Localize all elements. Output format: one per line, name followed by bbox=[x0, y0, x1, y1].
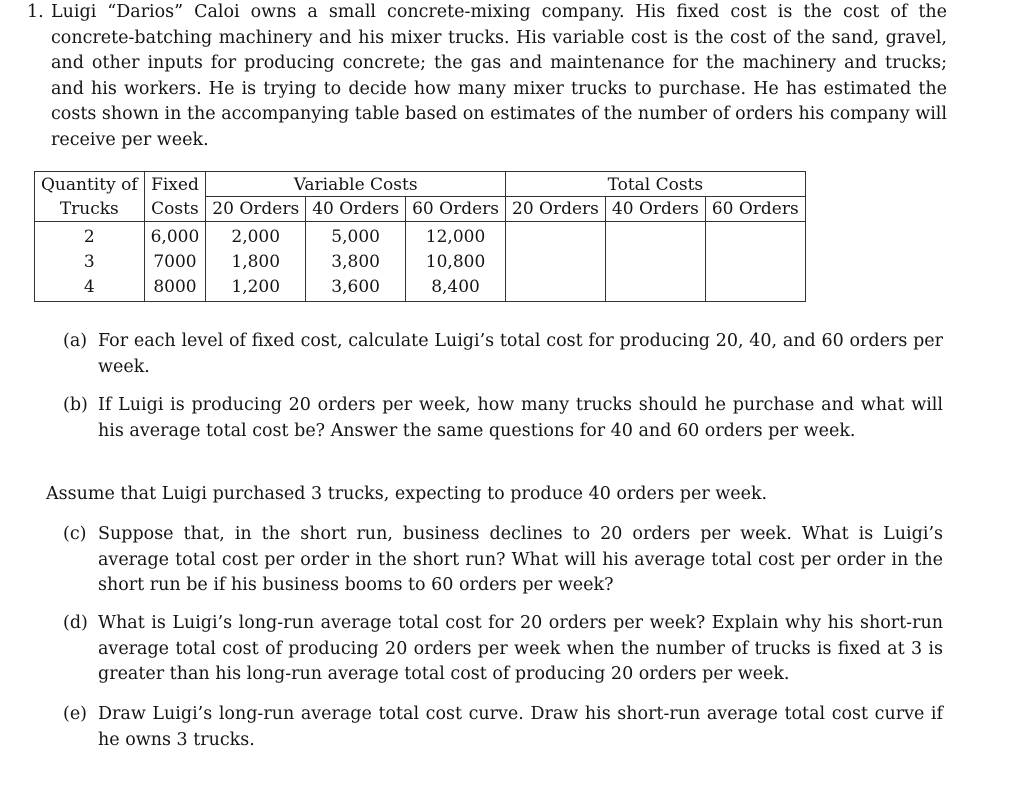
question-a-label: (a) bbox=[63, 331, 88, 351]
question-e-text: Draw Luigi’s long-run average total cost curve. Draw his short-run average total cost curve if he owns 3 trucks. bbox=[98, 704, 943, 750]
cell-variable-60: 10,800 bbox=[406, 249, 506, 274]
cell-trucks: 2 bbox=[35, 222, 145, 250]
table-row bbox=[35, 249, 806, 274]
cell-total-40 bbox=[605, 274, 705, 302]
question-b-label: (b) bbox=[63, 395, 88, 415]
question-b bbox=[63, 393, 943, 444]
question-d bbox=[63, 611, 943, 688]
cell-fixed: 7000 bbox=[144, 249, 206, 274]
problem-text: Luigi “Darios” Caloi owns a small concrete-mixing company. His fixed cost is the cost of the concrete-batching machinery and his mixer trucks. His variable cost is the cost of the sand, gravel, and other inputs for producing concrete; the gas and maintenance for the machinery and trucks; and his workers. He is trying to decide how many mixer trucks to purchase. He has estimated the costs shown in the accompanying table based on estimates of the number of orders his company will receive per week. bbox=[51, 2, 947, 150]
problem-number: 1. bbox=[27, 2, 44, 22]
question-b-text: If Luigi is producing 20 orders per week, how many trucks should he purchase and what will his average total cost be? Answer the same questions for 40 and 60 orders per week. bbox=[98, 395, 943, 441]
cell-variable-40: 3,800 bbox=[306, 249, 406, 274]
cell-trucks: 3 bbox=[35, 249, 145, 274]
cell-total-20 bbox=[506, 249, 606, 274]
cell-variable-20: 2,000 bbox=[206, 222, 306, 250]
problem-statement bbox=[27, 0, 947, 153]
question-a-text: For each level of fixed cost, calculate Luigi’s total cost for producing 20, 40, and 60 orders per week. bbox=[98, 331, 943, 377]
cell-variable-60: 8,400 bbox=[406, 274, 506, 302]
table-row bbox=[35, 222, 806, 250]
assumption-text: Assume that Luigi purchased 3 trucks, expecting to produce 40 orders per week. bbox=[46, 484, 768, 504]
cell-fixed: 8000 bbox=[144, 274, 206, 302]
table-row bbox=[35, 274, 806, 302]
question-d-label: (d) bbox=[63, 613, 88, 633]
cell-total-60 bbox=[705, 274, 805, 302]
header-quantity-line1: Quantity of bbox=[35, 172, 145, 197]
question-c-label: (c) bbox=[63, 524, 87, 544]
header-fixed-line1: Fixed bbox=[144, 172, 206, 197]
cell-variable-40: 3,600 bbox=[306, 274, 406, 302]
question-c-text: Suppose that, in the short run, business declines to 20 orders per week. What is Luigi’s average total cost per order in the short run? What will his average total cost per order in the short run be if his business booms to 60 orders per week? bbox=[98, 524, 943, 595]
cell-total-40 bbox=[605, 222, 705, 250]
cell-total-20 bbox=[506, 274, 606, 302]
sub-header-total-60: 60 Orders bbox=[705, 197, 805, 222]
cost-table bbox=[34, 171, 806, 302]
cell-total-20 bbox=[506, 222, 606, 250]
cell-total-40 bbox=[605, 249, 705, 274]
cell-trucks: 4 bbox=[35, 274, 145, 302]
sub-header-variable-20: 20 Orders bbox=[206, 197, 306, 222]
sub-header-variable-60: 60 Orders bbox=[406, 197, 506, 222]
cell-variable-40: 5,000 bbox=[306, 222, 406, 250]
cell-fixed: 6,000 bbox=[144, 222, 206, 250]
cell-total-60 bbox=[705, 249, 805, 274]
sub-header-total-20: 20 Orders bbox=[506, 197, 606, 222]
question-a bbox=[63, 329, 943, 380]
header-quantity-line2: Trucks bbox=[35, 197, 145, 222]
cell-variable-20: 1,800 bbox=[206, 249, 306, 274]
question-e-label: (e) bbox=[63, 704, 88, 724]
header-fixed-line2: Costs bbox=[144, 197, 206, 222]
cell-variable-20: 1,200 bbox=[206, 274, 306, 302]
question-d-text: What is Luigi’s long-run average total cost for 20 orders per week? Explain why his short-run average total cost of producing 20 orders per week when the number of trucks is fixed at 3 is greater than his long-run average total cost of producing 20 orders per week. bbox=[98, 613, 943, 684]
question-c bbox=[63, 522, 943, 599]
cell-variable-60: 12,000 bbox=[406, 222, 506, 250]
cell-total-60 bbox=[705, 222, 805, 250]
header-variable-costs: Variable Costs bbox=[206, 172, 506, 197]
sub-header-total-40: 40 Orders bbox=[605, 197, 705, 222]
question-e bbox=[63, 702, 943, 753]
sub-header-variable-40: 40 Orders bbox=[306, 197, 406, 222]
header-total-costs: Total Costs bbox=[506, 172, 806, 197]
